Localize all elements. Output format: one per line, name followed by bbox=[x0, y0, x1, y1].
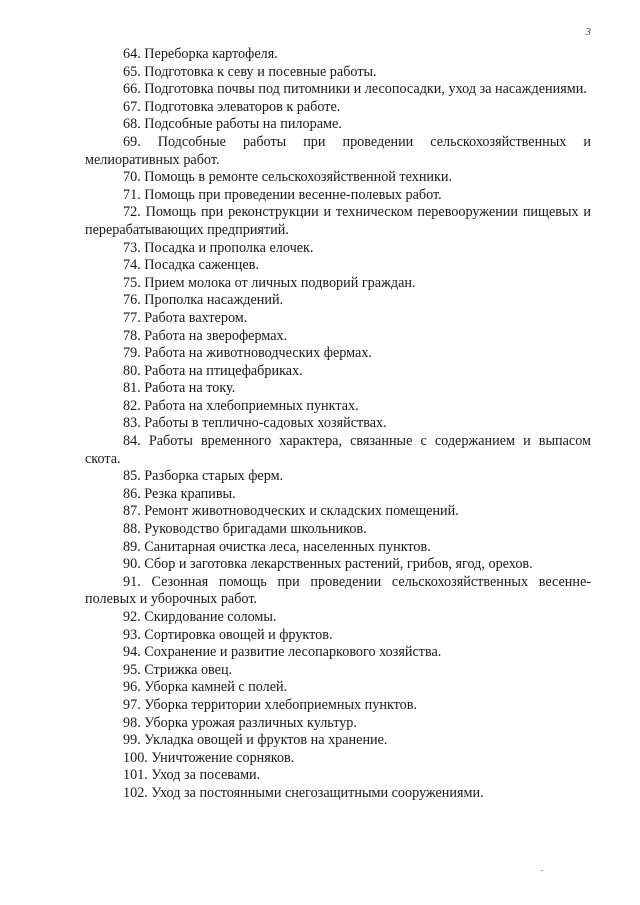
item-text: Помощь при реконструкции и техническом перевооружении пищевых и перерабатывающих предприятий. bbox=[85, 204, 591, 238]
item-number: 95. bbox=[123, 661, 141, 678]
list-item bbox=[85, 574, 591, 609]
item-number: 101. bbox=[123, 767, 148, 784]
item-text: Ремонт животноводческих и складских помещений. bbox=[144, 503, 459, 520]
list-item bbox=[85, 204, 591, 239]
item-number: 97. bbox=[123, 696, 141, 713]
item-text: Скирдование соломы. bbox=[144, 609, 277, 625]
item-text: Уборка камней с полей. bbox=[144, 679, 288, 696]
item-text: Уход за посевами. bbox=[151, 767, 261, 784]
item-number: 66. bbox=[123, 81, 141, 98]
list-item bbox=[85, 345, 591, 363]
list-item bbox=[85, 609, 591, 627]
item-text: Работа на птицефабриках. bbox=[144, 362, 303, 379]
list-item bbox=[85, 644, 591, 662]
list-item bbox=[85, 134, 591, 169]
list-item bbox=[85, 785, 591, 803]
list-item bbox=[85, 257, 591, 275]
item-number: 82. bbox=[123, 397, 141, 414]
item-text: Уборка территории хлебоприемных пунктов. bbox=[144, 696, 418, 713]
item-number: 99. bbox=[123, 732, 141, 749]
item-number: 88. bbox=[123, 521, 141, 538]
list-item bbox=[85, 116, 591, 134]
item-number: 89. bbox=[123, 538, 141, 555]
item-text: Сбор и заготовка лекарственных растений, грибов, ягод, орехов. bbox=[144, 556, 533, 573]
item-number: 96. bbox=[123, 679, 141, 696]
item-number: 73. bbox=[123, 239, 141, 256]
item-text: Сортировка овощей и фруктов. bbox=[144, 626, 333, 643]
list-item bbox=[85, 292, 591, 310]
item-number: 72. bbox=[123, 204, 141, 221]
item-text: Уничтожение сорняков. bbox=[151, 749, 295, 766]
item-number: 93. bbox=[123, 626, 141, 643]
item-number: 86. bbox=[123, 485, 141, 502]
list-item bbox=[85, 363, 591, 381]
item-number: 74. bbox=[123, 257, 141, 274]
list-item bbox=[85, 415, 591, 433]
item-number: 70. bbox=[123, 169, 141, 186]
item-text: Уход за постоянными снегозащитными сооружениями. bbox=[151, 784, 484, 801]
list-item bbox=[85, 503, 591, 521]
item-number: 80. bbox=[123, 362, 141, 379]
list-item bbox=[85, 310, 591, 328]
item-number: 77. bbox=[123, 309, 141, 326]
list-item bbox=[85, 468, 591, 486]
item-number: 91. bbox=[123, 573, 141, 590]
item-text: Подсобные работы при проведении сельскохозяйственных и мелиоративных работ. bbox=[85, 133, 592, 168]
list-item bbox=[85, 433, 591, 468]
item-text: Разборка старых ферм. bbox=[144, 468, 284, 485]
item-number: 84. bbox=[123, 433, 141, 450]
list-item bbox=[85, 767, 591, 785]
list-item bbox=[85, 169, 591, 187]
list-item bbox=[85, 187, 591, 205]
item-text: Уборка урожая различных культур. bbox=[144, 714, 357, 731]
item-text: Подсобные работы на пилораме. bbox=[144, 116, 342, 133]
item-number: 79. bbox=[123, 345, 141, 362]
item-text: Работа на току. bbox=[144, 380, 236, 397]
item-text: Работа вахтером. bbox=[144, 309, 248, 326]
item-number: 75. bbox=[123, 274, 141, 291]
scan-speck bbox=[541, 870, 543, 871]
list-item bbox=[85, 662, 591, 680]
item-text: Работа на хлебоприемных пунктах. bbox=[144, 397, 359, 414]
list-item bbox=[85, 539, 591, 557]
item-number: 94. bbox=[123, 644, 141, 661]
item-text: Посадка саженцев. bbox=[144, 257, 259, 274]
list-item bbox=[85, 46, 591, 64]
list-item bbox=[85, 81, 591, 99]
list-item bbox=[85, 732, 591, 750]
item-number: 71. bbox=[123, 186, 141, 203]
item-text: Укладка овощей и фруктов на хранение. bbox=[144, 732, 388, 749]
list-item bbox=[85, 398, 591, 416]
item-text: Сохранение и развитие лесопаркового хозяйства. bbox=[144, 644, 442, 661]
list-item bbox=[85, 240, 591, 258]
item-text: Подготовка к севу и посевные работы. bbox=[144, 63, 377, 80]
item-text: Подготовка почвы под питомники и лесопосадки, уход за насаждениями. bbox=[144, 81, 587, 98]
item-number: 64. bbox=[123, 46, 141, 62]
item-text: Руководство бригадами школьников. bbox=[144, 521, 367, 538]
list-item bbox=[85, 715, 591, 733]
item-text: Помощь при проведении весенне-полевых работ. bbox=[144, 186, 442, 203]
list-item bbox=[85, 679, 591, 697]
item-number: 100. bbox=[123, 749, 148, 766]
item-number: 85. bbox=[123, 468, 141, 485]
item-number: 83. bbox=[123, 415, 141, 432]
item-text: Стрижка овец. bbox=[144, 661, 233, 678]
item-number: 76. bbox=[123, 292, 141, 309]
item-text: Работа на животноводческих фермах. bbox=[144, 345, 372, 362]
item-text: Прием молока от личных подворий граждан. bbox=[144, 274, 416, 291]
list-item bbox=[85, 64, 591, 82]
item-text: Переборка картофеля. bbox=[144, 46, 278, 62]
item-number: 92. bbox=[123, 609, 141, 625]
item-number: 65. bbox=[123, 63, 141, 80]
list-item bbox=[85, 627, 591, 645]
item-text: Работы временного характера, связанные с содержанием и выпасом скота. bbox=[85, 433, 592, 467]
item-text: Работы в теплично-садовых хозяйствах. bbox=[144, 415, 387, 432]
item-number: 102. bbox=[123, 784, 148, 801]
list-item bbox=[85, 750, 591, 768]
list-item bbox=[85, 486, 591, 504]
list-item bbox=[85, 275, 591, 293]
item-text: Сезонная помощь при проведении сельскохозяйственных весенне-полевых и уборочных работ. bbox=[85, 573, 591, 608]
item-text: Помощь в ремонте сельскохозяйственной техники. bbox=[144, 169, 453, 186]
item-number: 78. bbox=[123, 327, 141, 344]
item-number: 69. bbox=[123, 133, 141, 150]
item-number: 87. bbox=[123, 503, 141, 520]
item-text: Санитарная очистка леса, населенных пунктов. bbox=[144, 538, 431, 555]
item-number: 90. bbox=[123, 556, 141, 573]
item-text: Посадка и прополка елочек. bbox=[144, 239, 314, 256]
item-number: 68. bbox=[123, 116, 141, 133]
page-number: 3 bbox=[585, 26, 591, 38]
list-item bbox=[85, 521, 591, 539]
item-text: Подготовка элеваторов к работе. bbox=[144, 98, 341, 115]
list-item bbox=[85, 556, 591, 574]
list-item bbox=[85, 328, 591, 346]
item-number: 81. bbox=[123, 380, 141, 397]
list-item bbox=[85, 697, 591, 715]
item-text: Резка крапивы. bbox=[144, 485, 236, 502]
list-item bbox=[85, 380, 591, 398]
item-number: 67. bbox=[123, 98, 141, 115]
item-text: Работа на зверофермах. bbox=[144, 327, 288, 344]
work-list bbox=[85, 46, 591, 803]
list-item bbox=[85, 99, 591, 117]
item-text: Прополка насаждений. bbox=[144, 292, 284, 309]
item-number: 98. bbox=[123, 714, 141, 731]
